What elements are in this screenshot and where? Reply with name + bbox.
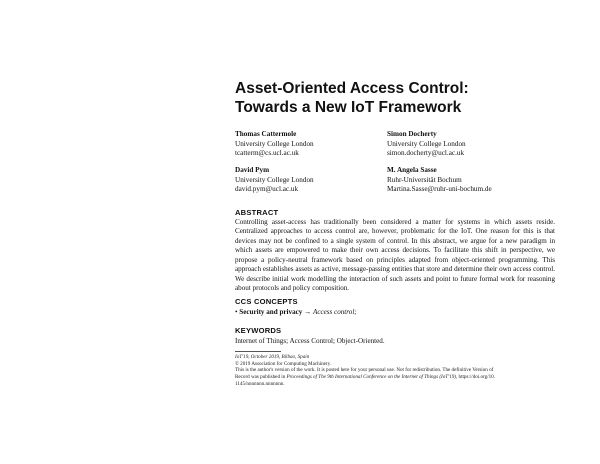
footnote-doi: , https://doi.org/10. [456,374,495,381]
footnote-proceedings: Proceedings of The 9th International Conference on the Internet of Things (IoT'19) [286,374,456,381]
author-block [387,130,466,159]
author-affiliation: University College London [387,139,466,148]
footnote [235,354,557,388]
author-email: Martina.Sasse@ruhr-uni-bochum.de [387,185,492,194]
abstract-heading: ABSTRACT [235,208,279,217]
title-line-2: Towards a New IoT Framework [235,99,462,116]
ccs-concept: Security and privacy [239,308,303,316]
paper-title [235,79,565,117]
author-name: Simon Docherty [387,130,437,138]
author-affiliation: University College London [235,175,314,184]
author-name: David Pym [235,166,270,174]
footnote-notice: This is the author's version of the work. It is posted here for your personal use. Not for redistribution. The definitive Version of [235,367,494,374]
footnote-record-pre: Record was published in [235,374,287,381]
keywords-text: Internet of Things; Access Control; Object-Oriented. [235,337,385,345]
bullet: • [235,308,238,316]
footnote-copyright: © 2019 Association for Computing Machinery. [235,360,332,367]
abstract-text: Controlling asset-access has traditionally been considered a matter for systems in which assets reside. Centralized approaches to access control are, however, problematic for the IoT. One reason for this is that devices may not be confined to a single system of control. In this abstract, we argue for a new paradigm in which assets are empowered to make their own access decisions. To facilitate this shift in perspective, we propose a policy-neutral framework based on principles adapted from object-oriented programming. This approach establishes assets as active, message-passing entities that store and determine their own access control. We describe initial work modelling the interaction of such assets and point to future formal work for reasoning about protocols and policy composition. [235,218,555,293]
title-line-1: Asset-Oriented Access Control: [235,80,469,97]
ccs-subconcept: Access control; [312,308,357,316]
arrow-icon: → [304,308,312,316]
author-affiliation: University College London [235,139,314,148]
author-block [235,166,314,195]
author-name: M. Angela Sasse [387,166,437,174]
author-name: Thomas Cattermole [235,130,297,138]
footnote-record [235,374,557,381]
author-email: david.pym@ucl.ac.uk [235,185,299,194]
keywords-heading: KEYWORDS [235,326,282,335]
footnote-venue: IoT'19, October 2019, Bilbao, Spain [235,354,310,360]
footnote-doi-suffix: 1145/nnnnnnn.nnnnnnn. [235,380,285,387]
author-block [235,130,314,159]
footnote-divider [235,351,281,352]
ccs-heading: CCS CONCEPTS [235,297,298,306]
author-affiliation: Ruhr-Universität Bochum [387,175,462,184]
ccs-concepts [235,308,555,317]
author-email: simon.docherty@ucl.ac.uk [387,149,465,158]
author-email: tcatterm@cs.ucl.ac.uk [235,149,299,158]
author-block [387,166,492,195]
